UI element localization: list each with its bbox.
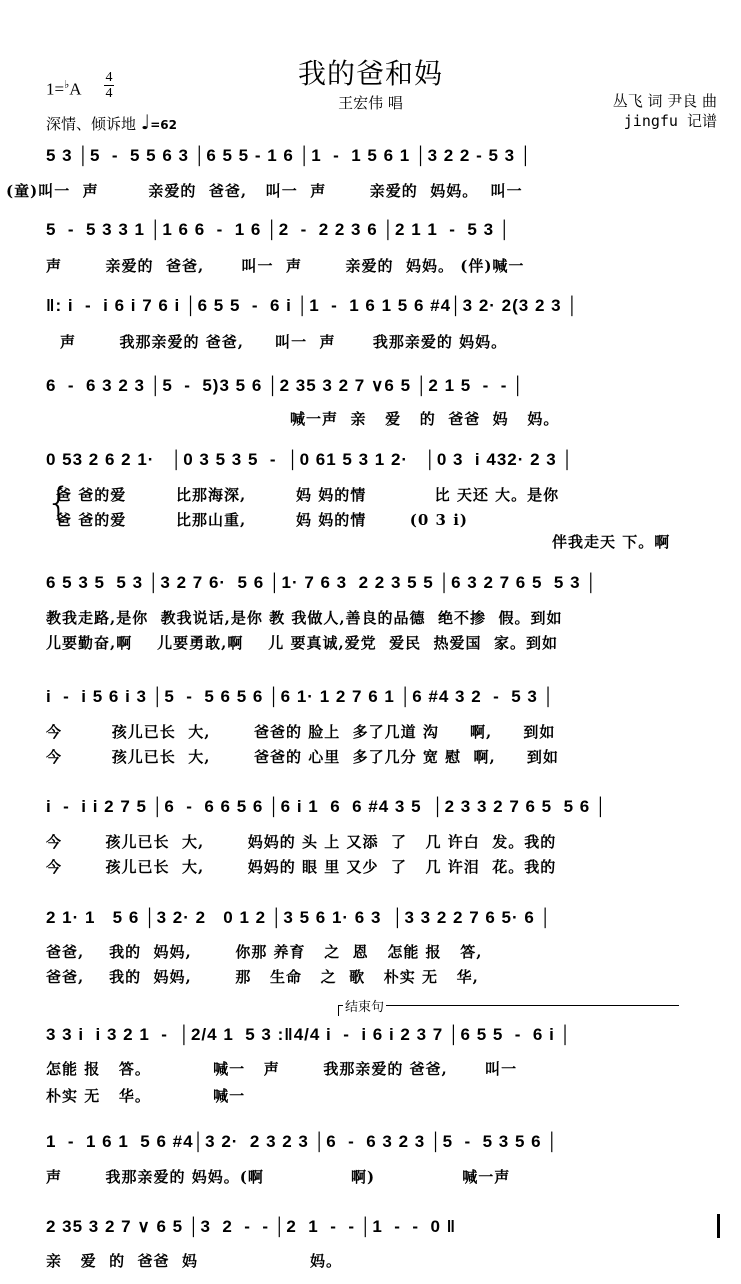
verse-brace: { (46, 480, 72, 526)
lyric-line-5a: 爸 爸的爱 比那海深, 妈 妈的情 比 天还 大。是你 (56, 486, 560, 504)
song-title: 我的爸和妈 (297, 57, 443, 90)
score-line-9: 2 1· 1 5 6 │3 2· 2 0 1 2 │3 5 6 1· 6 3 │3 3 2 2 7 6 5· 6 │ (46, 908, 553, 927)
lyric-line-10a: 怎能 报 答。 喊一 声 我那亲爱的 爸爸, 叫一 (46, 1060, 518, 1078)
lyric-line-4: 喊一声 亲 爱 的 爸爸 妈 妈。 (290, 410, 560, 428)
lyric-line-12: 亲 爱 的 爸爸 妈 妈。 (46, 1252, 342, 1270)
lyric-line-1: (童)叫一 声 亲爱的 爸爸, 叫一 声 亲爱的 妈妈。 叫一 (6, 182, 523, 200)
transcriber-credit: jingfu 记谱 (623, 112, 717, 130)
time-signature (104, 70, 114, 101)
lyric-line-11: 声 我那亲爱的 妈妈。(啊 啊) 喊一声 (46, 1168, 511, 1186)
score-line-6: 6 5 3 5 5 3 │3 2 7 6· 5 6 │1· 7 6 3 2 2 3 5 5 │6 3 2 7 6 5 5 3 │ (46, 573, 598, 592)
tempo-marking (46, 110, 177, 134)
score-line-12: 2 35 3 2 7 ∨ 6 5 │3 2 - - │2 1 - - │1 - - 0 ‖ (46, 1217, 457, 1236)
flat-icon: ♭ (64, 79, 70, 91)
composer-credit: 丛飞 词 尹良 曲 (612, 92, 717, 110)
lyric-line-10b: 朴实 无 华。 喊一 (46, 1087, 246, 1105)
lyric-line-5c: 伴我走天 下。啊 (552, 533, 671, 551)
ending-bracket (338, 1000, 679, 1016)
score-line-4: 6 - 6 3 2 3 │5 - 5)3 5 6 │2 35 3 2 7 ∨6 5 │2 1 5 - - │ (46, 376, 525, 395)
key-note: A (69, 79, 82, 99)
singer-credit: 王宏伟 唱 (338, 94, 403, 112)
lyric-line-5b: 爸 爸的爱 比那山重, 妈 妈的情 (0 3 i) (56, 511, 468, 529)
mood-text: 深情、倾诉地 (46, 115, 137, 133)
lyric-line-7b: 今 孩儿已长 大, 爸爸的 心里 多了几分 宽 慰 啊, 到如 (46, 748, 559, 766)
lyric-line-9b: 爸爸, 我的 妈妈, 那 生命 之 歌 朴实 无 华, (46, 968, 479, 986)
lyric-line-8b: 今 孩儿已长 大, 妈妈的 眼 里 又少 了 几 许泪 花。我的 (46, 858, 557, 876)
key-label: 1= (46, 79, 65, 99)
lyric-line-3: 声 我那亲爱的 爸爸, 叫一 声 我那亲爱的 妈妈。 (60, 333, 508, 351)
lyric-line-6a: 教我走路,是你 教我说话,是你 教 我做人,善良的品德 绝不掺 假。到如 (46, 609, 563, 627)
time-top: 4 (105, 70, 113, 85)
ending-label: 结束句 (343, 996, 386, 1015)
lyric-line-7a: 今 孩儿已长 大, 爸爸的 脸上 多了几道 沟 啊, 到如 (46, 723, 556, 741)
score-line-1: 5 3 │5 - 5 5 6 3 │6 5 5 - 1 6 │1 - 1 5 6 1 │3 2 2 - 5 3 │ (46, 146, 533, 165)
time-bottom: 4 (105, 86, 113, 101)
score-line-10: 3 3 i i 3 2 1 - │2/4 1 5 3 :‖4/4 i - i 6 i 2 3 7 │6 5 5 - 6 i │ (46, 1025, 573, 1044)
key-signature (46, 78, 82, 100)
score-line-7: i - i 5 6 i 3 │5 - 5 6 5 6 │6 1· 1 2 7 6 1 │6 #4 3 2 - 5 3 │ (46, 687, 556, 706)
lyric-line-2: 声 亲爱的 爸爸, 叫一 声 亲爱的 妈妈。 (伴)喊一 (46, 257, 525, 275)
lyric-line-8a: 今 孩儿已长 大, 妈妈的 头 上 又添 了 几 许白 发。我的 (46, 833, 557, 851)
score-line-2: 5 - 5 3 3 1 │1 6 6 - 1 6 │2 - 2 2 3 6 │2 1 1 - 5 3 │ (46, 220, 512, 239)
score-line-3: ‖: i - i 6 i 7 6 i │6 5 5 - 6 i │1 - 1 6 1 5 6 #4│3 2· 2(3 2 3 │ (46, 296, 579, 315)
final-barline (717, 1214, 720, 1238)
score-line-11: 1 - 1 6 1 5 6 #4│3 2· 2 3 2 3 │6 - 6 3 2 3 │5 - 5 3 5 6 │ (46, 1132, 559, 1151)
score-line-8: i - i i 2 7 5 │6 - 6 6 5 6 │6 i 1 6 6 #4 3 5 │2 3 3 2 7 6 5 5 6 │ (46, 797, 608, 816)
score-line-5: 0 53 2 6 2 1· │0 3 5 3 5 - │0 61 5 3 1 2· │0 3 i 432· 2 3 │ (46, 450, 575, 469)
quarter-note-icon: ♩ (140, 110, 151, 134)
tempo-value: =62 (150, 118, 177, 132)
lyric-line-6b: 儿要勤奋,啊 儿要勇敢,啊 儿 要真诚,爱党 爱民 热爱国 家。到如 (46, 634, 559, 652)
lyric-line-9a: 爸爸, 我的 妈妈, 你那 养育 之 恩 怎能 报 答, (46, 943, 483, 961)
